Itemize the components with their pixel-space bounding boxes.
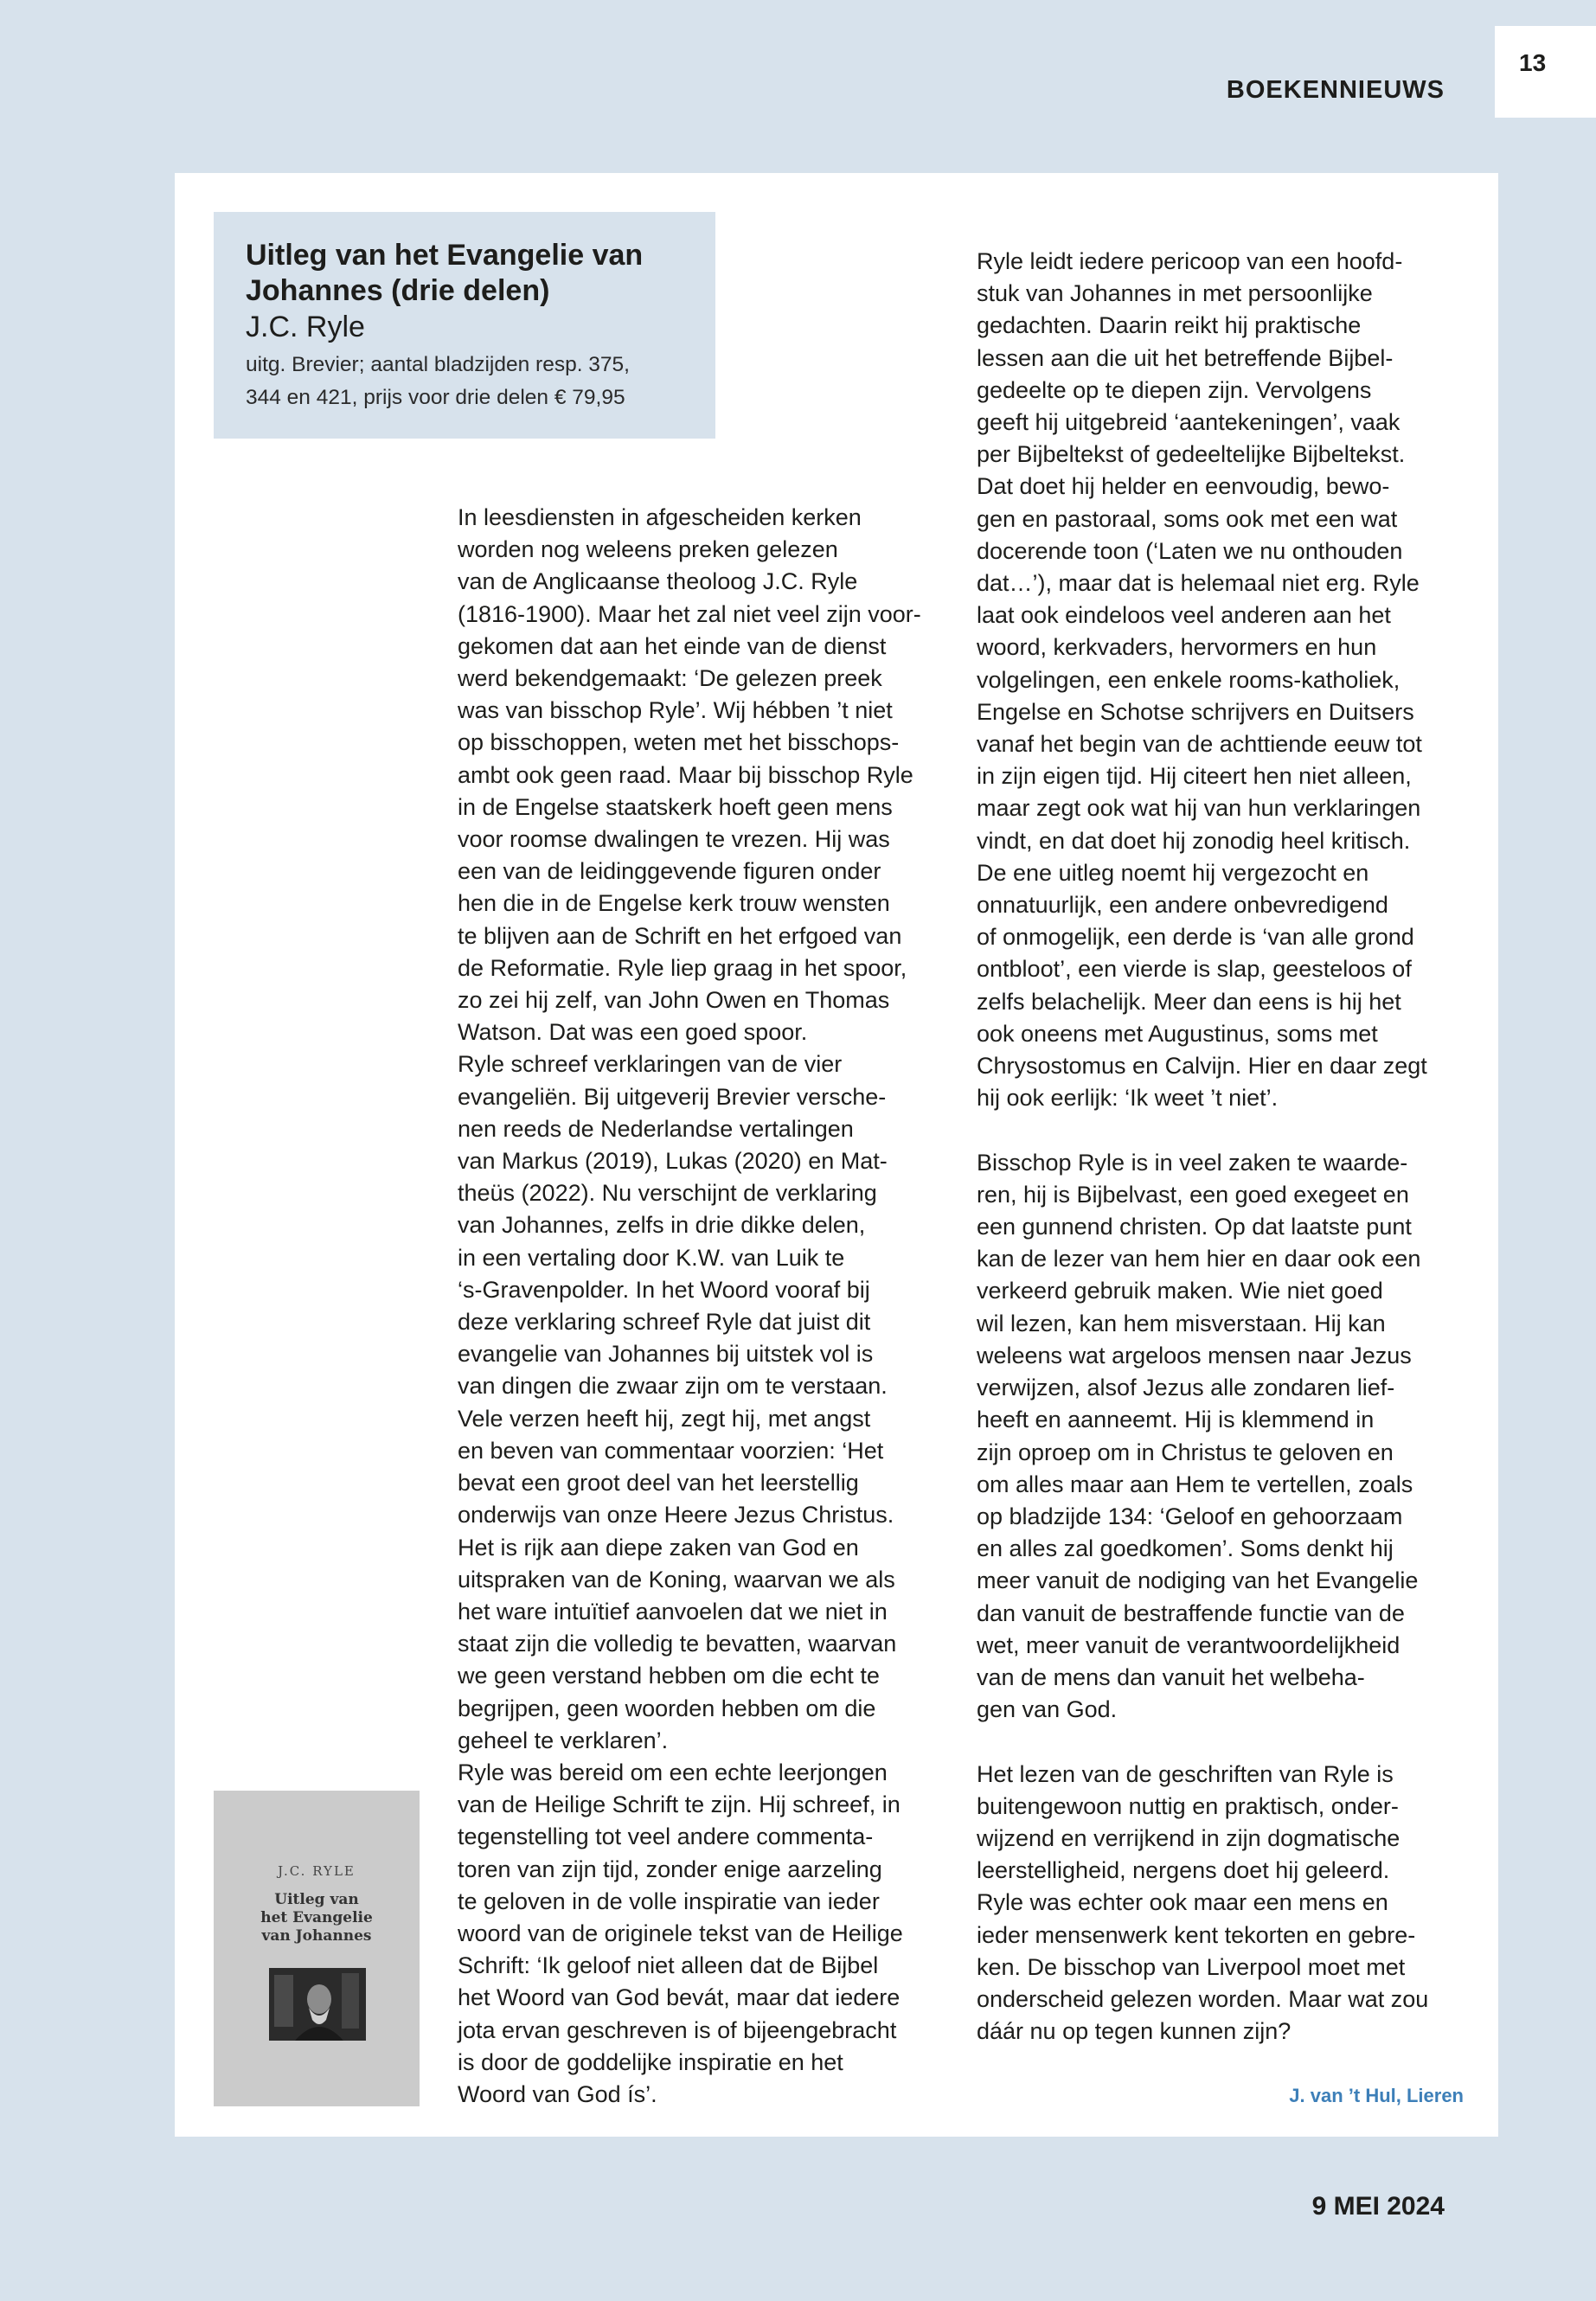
text-line: volgelingen, een enkele rooms-katholiek, (977, 666, 1401, 693)
text-line: heeft en aanneemt. Hij is klemmend in (977, 1407, 1375, 1433)
text-line: geeft hij uitgebreid ‘aantekeningen’, vaak (977, 409, 1401, 436)
cover-portrait-photo (269, 1968, 366, 2041)
text-line: onnatuurlijk, een andere onbevredigend (977, 892, 1388, 919)
text-line: Ryle leidt iedere pericoop van een hoofd- (977, 248, 1403, 274)
text-line: gedachten. Daarin reikt hij praktische (977, 312, 1362, 339)
paragraph (977, 246, 1474, 1114)
text-line: ontbloot’, een vierde is slap, geesteloos of (977, 956, 1412, 983)
text-line: evangelie van Johannes bij uitstek vol is (458, 1341, 874, 1368)
text-line: van dingen die zwaar zijn om te verstaan. (458, 1373, 888, 1400)
text-line: maar zegt ook wat hij van hun verklaringen (977, 795, 1421, 822)
text-line: we geen verstand hebben om die echt te (458, 1663, 880, 1689)
text-line: Ryle was echter ook maar een mens en (977, 1889, 1388, 1916)
text-line: is door de goddelijke inspiratie en het (458, 2048, 843, 2075)
text-line: zelfs belachelijk. Meer dan eens is hij het (977, 988, 1401, 1015)
review-signature: J. van ’t Hul, Lieren (1289, 2085, 1464, 2106)
text-line: leerstelligheid, nergens doet hij geleerd. (977, 1857, 1390, 1884)
text-line: hen die in de Engelse kerk trouw wensten (458, 890, 890, 917)
page-tab (1495, 26, 1596, 118)
text-line: in de Engelse staatskerk hoeft geen mens (458, 793, 893, 820)
text-line: staat zijn die volledig te bevatten, waarvan (458, 1631, 897, 1657)
text-line: worden nog weleens preken gelezen (458, 536, 838, 563)
text-line: begrijpen, geen woorden hebben om die (458, 1695, 876, 1721)
text-line: evangeliën. Bij uitgeverij Brevier versche- (458, 1083, 887, 1110)
text-line: bevat een groot deel van het leerstellig (458, 1470, 859, 1497)
text-line: dan vanuit de bestraffende functie van de (977, 1599, 1405, 1626)
cover-author: J.C. RYLE (278, 1863, 356, 1879)
book-meta-line: uitg. Brevier; aantal bladzijden resp. 375, (246, 353, 630, 376)
text-line: gen en pastoraal, soms ook met een wat (977, 505, 1398, 532)
text-line: weleens wat argeloos mensen naar Jezus (977, 1342, 1412, 1368)
text-line: De ene uitleg noemt hij vergezocht en (977, 859, 1369, 886)
text-line: Bisschop Ryle is in veel zaken te waarde- (977, 1149, 1408, 1176)
text-line: deze verklaring schreef Ryle dat juist dit (458, 1309, 871, 1336)
text-line: of onmogelijk, een derde is ‘van alle grond (977, 924, 1414, 951)
book-title (246, 238, 715, 309)
text-line: Het lezen van de geschriften van Ryle is (977, 1760, 1394, 1787)
text-line: werd bekendgemaakt: ‘De gelezen preek (458, 665, 882, 692)
text-line: (1816-1900). Maar het zal niet veel zijn voor- (458, 600, 921, 627)
text-line: theüs (2022). Nu verschijnt de verklaring (458, 1180, 877, 1207)
text-line: Chrysostomus en Calvijn. Hier en daar zegt (977, 1053, 1427, 1080)
book-author: J.C. Ryle (246, 311, 365, 343)
text-line: kan de lezer van hem hier en daar ook een (977, 1246, 1421, 1272)
book-info-box (214, 212, 715, 439)
paragraph (977, 1759, 1474, 2048)
text-line: het ware intuïtief aanvoelen dat we niet in (458, 1598, 888, 1625)
text-line: was van bisschop Ryle’. Wij hébben ’t niet (458, 697, 893, 724)
paragraph (977, 1147, 1474, 1727)
text-line: zo zei hij zelf, van John Owen en Thomas (458, 987, 890, 1014)
text-line: Vele verzen heeft hij, zegt hij, met angst (458, 1405, 871, 1432)
page-number: 13 (1519, 49, 1547, 76)
text-line: geheel te verklaren’. (458, 1727, 669, 1753)
text-line: uitspraken van de Koning, waarvan we als (458, 1566, 895, 1593)
text-line: van Markus (2019), Lukas (2020) en Mat- (458, 1148, 888, 1175)
text-line: op bisschoppen, weten met het bisschops- (458, 729, 900, 756)
text-line: ren, hij is Bijbelvast, een goed exegeet en (977, 1181, 1409, 1208)
text-line: Het is rijk aan diepe zaken van God en (458, 1534, 859, 1561)
text-line: per Bijbeltekst of gedeeltelijke Bijbeltekst. (977, 441, 1406, 468)
text-line: een gunnend christen. Op dat laatste punt (977, 1214, 1412, 1240)
text-line: woord, kerkvaders, hervormers en hun (977, 634, 1377, 661)
book-title-line: Uitleg van het Evangelie van (246, 239, 644, 272)
text-line: vindt, en dat doet hij zonodig heel kritisch. (977, 827, 1411, 854)
text-line: meer vanuit de nodiging van het Evangelie (977, 1567, 1419, 1594)
text-line: verwijzen, alsof Jezus alle zondaren lief- (977, 1375, 1395, 1401)
text-line: in een vertaling door K.W. van Luik te (458, 1244, 845, 1271)
text-line: de Reformatie. Ryle liep graag in het spoor, (458, 954, 907, 981)
section-label: BOEKENNIEUWS (1226, 76, 1445, 104)
issue-date: 9 MEI 2024 (1311, 2192, 1445, 2221)
book-cover-image (214, 1791, 420, 2106)
text-line: In leesdiensten in afgescheiden kerken (458, 504, 862, 530)
book-meta-line: 344 en 421, prijs voor drie delen € 79,95 (246, 386, 625, 409)
text-line: Ryle was bereid om een echte leerjongen (458, 1759, 888, 1785)
article-column-right (977, 246, 1474, 2048)
text-line: Dat doet hij helder en eenvoudig, bewo- (977, 473, 1390, 500)
text-line: gedeelte op te diepen zijn. Vervolgens (977, 376, 1372, 403)
text-line: Ryle schreef verklaringen van de vier (458, 1051, 843, 1078)
article-card (175, 173, 1498, 2137)
text-line: hij ook eerlijk: ‘Ik weet ’t niet’. (977, 1085, 1279, 1112)
text-line: vanaf het begin van de achttiende eeuw tot (977, 731, 1422, 758)
text-line: ken. De bisschop van Liverpool moet met (977, 1953, 1406, 1980)
text-line: van de Anglicaanse theoloog J.C. Ryle (458, 568, 858, 595)
text-line: en alles zal goedkomen’. Soms denkt hij (977, 1535, 1394, 1562)
text-line: verkeerd gebruik maken. Wie niet goed (977, 1278, 1383, 1304)
text-line: gen van God. (977, 1696, 1118, 1723)
text-line: gekomen dat aan het einde van de dienst (458, 632, 887, 659)
text-line: wil lezen, kan hem misverstaan. Hij kan (977, 1310, 1386, 1336)
text-line: ‘s-Gravenpolder. In het Woord vooraf bij (458, 1276, 870, 1303)
text-line: van Johannes, zelfs in drie dikke delen, (458, 1212, 866, 1239)
text-line: om alles maar aan Hem te vertellen, zoals (977, 1471, 1413, 1497)
text-line: onderscheid gelezen worden. Maar wat zou (977, 1985, 1429, 2012)
text-line: wijzend en verrijkend in zijn dogmatische (977, 1824, 1401, 1851)
text-line: van de Heilige Schrift te zijn. Hij schreef, in (458, 1791, 901, 1818)
text-line: Engelse en Schotse schrijvers en Duitsers (977, 698, 1414, 725)
text-line: docerende toon (‘Laten we nu onthouden (977, 537, 1403, 564)
text-line: nen reeds de Nederlandse vertalingen (458, 1115, 854, 1142)
text-line: in zijn eigen tijd. Hij citeert hen niet alleen, (977, 763, 1412, 790)
text-line: zijn oproep om in Christus te geloven en (977, 1439, 1394, 1465)
text-line: en beven van commentaar voorzien: ‘Het (458, 1437, 884, 1464)
text-line: het Woord van God bevát, maar dat iedere (458, 1984, 901, 2011)
text-line: laat ook eindeloos veel anderen aan het (977, 602, 1391, 629)
text-line: woord van de originele tekst van de Heilige (458, 1920, 903, 1946)
text-line: dat…’), maar dat is helemaal niet erg. Ryle (977, 570, 1420, 597)
cover-title-line: van Johannes (261, 1927, 372, 1945)
text-line: van de mens dan vanuit het welbeha- (977, 1663, 1365, 1690)
text-line: op bladzijde 134: ‘Geloof en gehoorzaam (977, 1503, 1403, 1529)
text-line: lessen aan die uit het betreffende Bijbel- (977, 344, 1394, 371)
book-title-line: Johannes (drie delen) (246, 274, 550, 307)
text-line: ambt ook geen raad. Maar bij bisschop Ryle (458, 761, 913, 788)
book-meta (246, 349, 715, 414)
article-column-left (458, 502, 951, 2111)
text-line: buitengewoon nuttig en praktisch, onder- (977, 1792, 1399, 1819)
text-line: een van de leidinggevende figuren onder (458, 858, 881, 885)
text-line: Watson. Dat was een goed spoor. (458, 1019, 808, 1046)
text-line: voor roomse dwalingen te vrezen. Hij was (458, 826, 890, 853)
text-line: te geloven in de volle inspiratie van ieder (458, 1888, 880, 1914)
text-line: onderwijs van onze Heere Jezus Christus. (458, 1502, 894, 1529)
text-line: stuk van Johannes in met persoonlijke (977, 280, 1373, 307)
text-line: jota ervan geschreven is of bijeengebracht (458, 2016, 897, 2043)
text-line: ook oneens met Augustinus, soms met (977, 1020, 1378, 1047)
text-line: Schrift: ‘Ik geloof niet alleen dat de Bijbel (458, 1952, 879, 1979)
text-line: Woord van God ís’. (458, 2080, 657, 2107)
text-line: te blijven aan de Schrift en het erfgoed van (458, 922, 902, 949)
text-line: ieder mensenwerk kent tekorten en gebre- (977, 1921, 1416, 1948)
text-line: toren van zijn tijd, zonder enige aarzeling (458, 1856, 882, 1882)
cover-title (214, 1891, 420, 1945)
text-line: dáár nu op tegen kunnen zijn? (977, 2018, 1292, 2045)
cover-title-line: Uitleg van (274, 1891, 359, 1908)
text-line: wet, meer vanuit de verantwoordelijkheid (977, 1631, 1401, 1658)
cover-title-line: het Evangelie (260, 1909, 373, 1926)
text-line: tegenstelling tot veel andere commenta- (458, 1823, 874, 1850)
